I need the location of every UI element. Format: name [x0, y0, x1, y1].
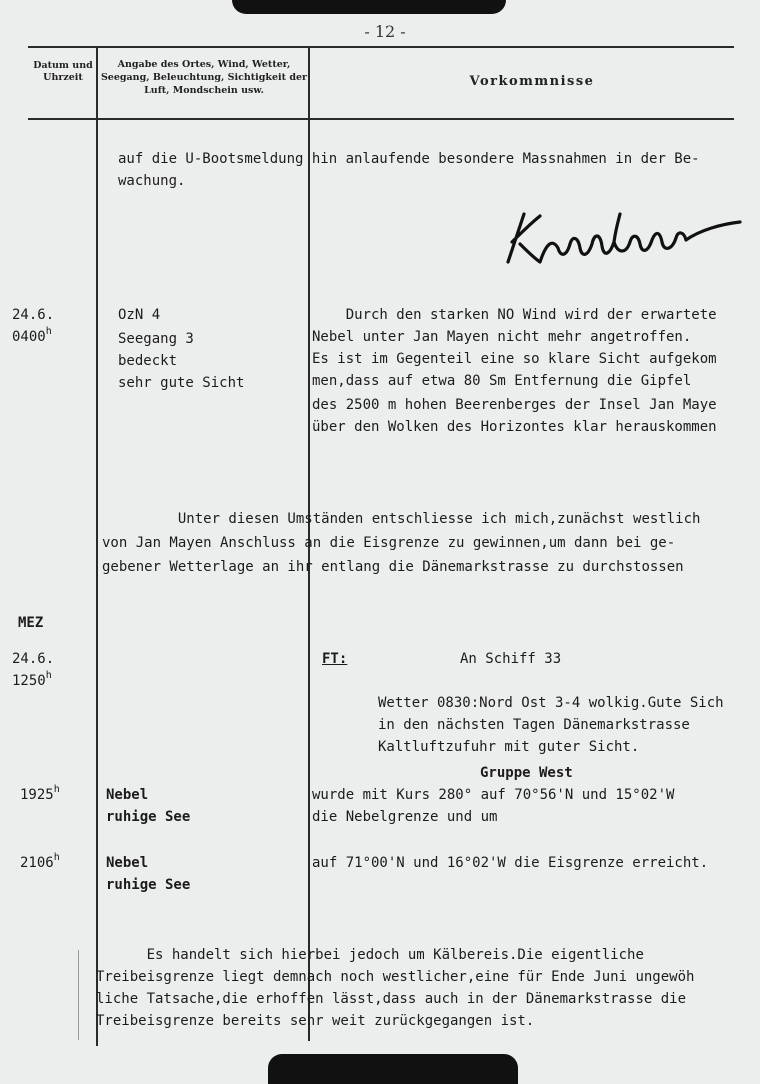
header-date-time: Datum und Uhrzeit — [33, 60, 93, 83]
entry1-condition: sehr gute Sicht — [118, 375, 245, 391]
paragraph2-line: liche Tatsache,die erhoffen lässt,dass auch in der Dänemarkstrasse die — [96, 991, 687, 1007]
paragraph2-line: Treibeisgrenze bereits sehr weit zurückgegangen ist. — [96, 1013, 535, 1029]
ft-sender: Gruppe West — [480, 765, 573, 781]
header-top-rule — [28, 46, 734, 48]
entry4-condition: Nebel — [106, 855, 149, 871]
page-number: - 12 - — [364, 22, 406, 41]
entry1-time-suffix: h — [45, 326, 52, 337]
entry1-text-line: Durch den starken NO Wind wird der erwartete — [312, 307, 717, 323]
entry1-condition: Seegang 3 — [118, 331, 194, 347]
entry4-time-suffix: h — [53, 852, 60, 863]
entry1-text-line: Es ist im Gegenteil eine so klare Sicht aufgekom — [312, 351, 717, 367]
entry2-date: 24.6. — [12, 651, 55, 667]
entry4-time-value: 2106 — [20, 855, 54, 871]
entry2-time-value: 1250 — [12, 673, 46, 689]
punch-hole-bottom — [268, 1054, 518, 1084]
ft-text-line: Kaltluftzufuhr mit guter Sicht. — [378, 739, 640, 755]
entry1-text-line: Nebel unter Jan Mayen nicht mehr angetroffen. — [312, 329, 692, 345]
header-events: Vorkommnisse — [469, 74, 595, 89]
entry1-text-line: men,dass auf etwa 80 Sm Entfernung die Gipfel — [312, 373, 692, 389]
ft-recipient: An Schiff 33 — [460, 651, 562, 667]
handwritten-signature — [500, 204, 745, 274]
entry4-time — [20, 852, 60, 876]
margin-mark — [78, 950, 79, 1040]
entry3-time-value: 1925 — [20, 787, 54, 803]
entry2-time-suffix: h — [45, 670, 52, 681]
header-bottom-rule — [28, 118, 734, 120]
entry3-condition: ruhige See — [106, 809, 191, 825]
entry3-time — [20, 784, 60, 808]
paragraph2-line: Treibeisgrenze liegt demnach noch westlicher,eine für Ende Juni ungewöh — [96, 969, 695, 985]
column-divider-1 — [96, 46, 98, 1046]
entry2-time — [12, 670, 52, 694]
entry1-condition: bedeckt — [118, 353, 178, 369]
ft-text-line: in den nächsten Tagen Dänemarkstrasse — [378, 717, 690, 733]
entry3-text-line: wurde mit Kurs 280° auf 70°56'N und 15°02'W — [312, 787, 675, 803]
header-conditions: Angabe des Ortes, Wind, Wetter, Seegang, Beleuchtung, Sichtigkeit der Luft, Mondschein usw. — [100, 59, 308, 96]
ft-text-line: Wetter 0830:Nord Ost 3-4 wolkig.Gute Sich — [378, 695, 724, 711]
entry3-time-suffix: h — [53, 784, 60, 795]
entry1-date: 24.6. — [12, 307, 55, 323]
entry3-text-line: die Nebelgrenze und um — [312, 809, 498, 825]
paragraph1-line: gebener Wetterlage an ihr entlang die Dänemarkstrasse zu durchstossen — [102, 559, 684, 575]
intro-line-2: wachung. — [118, 173, 186, 189]
paragraph1-line: von Jan Mayen Anschluss an die Eisgrenze zu gewinnen,um dann bei ge- — [102, 535, 676, 551]
ft-label: FT: — [322, 651, 348, 667]
entry4-condition: ruhige See — [106, 877, 191, 893]
entry1-condition: OzN 4 — [118, 307, 161, 323]
paragraph2-line: Es handelt sich hierbei jedoch um Kälbereis.Die eigentliche — [96, 947, 644, 963]
entry3-condition: Nebel — [106, 787, 149, 803]
paragraph1-line: Unter diesen Umständen entschliesse ich mich,zunächst westlich — [102, 511, 701, 527]
punch-hole-top — [232, 0, 506, 14]
intro-line-1: auf die U-Bootsmeldung hin anlaufende besondere Massnahmen in der Be- — [118, 151, 700, 167]
entry1-time-value: 0400 — [12, 329, 46, 345]
entry4-text: auf 71°00'N und 16°02'W die Eisgrenze erreicht. — [312, 855, 709, 871]
time-zone-label: MEZ — [18, 615, 44, 631]
entry1-text-line: des 2500 m hohen Beerenberges der Insel Jan Maye — [312, 397, 717, 413]
entry1-text-line: über den Wolken des Horizontes klar herauskommen — [312, 419, 717, 435]
entry1-time — [12, 326, 52, 350]
